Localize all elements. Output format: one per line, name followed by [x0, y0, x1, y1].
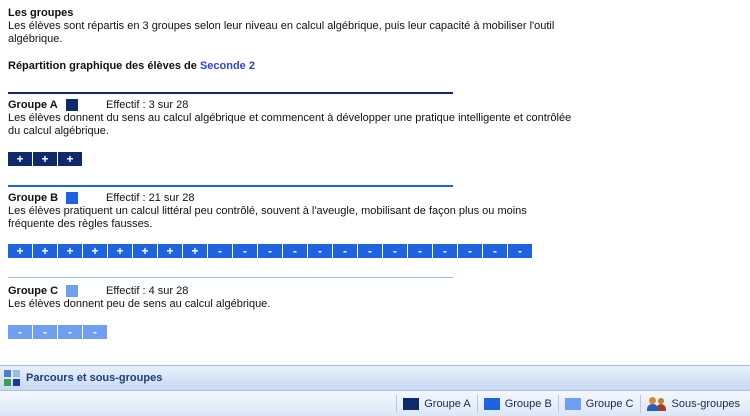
group-b-token-9: - — [208, 244, 233, 258]
groups-icon — [4, 370, 20, 386]
group-b-tokens — [8, 244, 533, 258]
group-b-token-12: - — [283, 244, 308, 258]
groupe-c-label: Groupe C — [585, 397, 634, 410]
group-a-color-swatch — [66, 99, 78, 111]
repartition-heading — [8, 60, 255, 72]
group-b-token-5: + — [108, 244, 133, 258]
panel-title: Parcours et sous-groupes — [26, 372, 163, 384]
group-b-token-21: - — [508, 244, 533, 258]
group-b-token-15: - — [358, 244, 383, 258]
bottom-toolbar — [0, 391, 750, 416]
group-c-effectif: Effectif : 4 sur 28 — [106, 285, 189, 297]
group-b-token-11: - — [258, 244, 283, 258]
group-b-token-13: - — [308, 244, 333, 258]
group-a-token-2: + — [33, 152, 58, 166]
groupe-a-swatch — [403, 398, 419, 410]
group-b-token-3: + — [58, 244, 83, 258]
toolbar-groupe-b-button[interactable] — [477, 395, 558, 413]
group-a-rule — [8, 92, 453, 94]
group-b-token-17: - — [408, 244, 433, 258]
toolbar-groupe-c-button[interactable] — [558, 395, 640, 413]
group-c-token-1: - — [8, 325, 33, 339]
group-b-rule — [8, 185, 453, 187]
groupe-c-swatch — [565, 398, 581, 410]
group-a-token-1: + — [8, 152, 33, 166]
group-b-token-4: + — [83, 244, 108, 258]
group-c-description: Les élèves donnent peu de sens au calcul algébrique. — [8, 298, 271, 310]
group-b-token-10: - — [233, 244, 258, 258]
toolbar-sous-groupes-button[interactable] — [640, 395, 750, 413]
group-b-token-20: - — [483, 244, 508, 258]
group-c-header — [8, 284, 188, 298]
group-a-name: Groupe A — [8, 99, 58, 111]
group-c-token-3: - — [58, 325, 83, 339]
group-c-token-4: - — [83, 325, 108, 339]
group-a-tokens — [8, 152, 83, 166]
group-b-token-18: - — [433, 244, 458, 258]
group-b-token-14: - — [333, 244, 358, 258]
groupe-b-label: Groupe B — [504, 397, 552, 410]
group-b-token-7: + — [158, 244, 183, 258]
group-b-token-8: + — [183, 244, 208, 258]
groupe-a-label: Groupe A — [424, 397, 471, 410]
group-c-token-2: - — [33, 325, 58, 339]
group-a-description: Les élèves donnent du sens au calcul algébrique et commencent à développer une pratique intelligente et contrôlée du calcul algébrique. — [8, 112, 572, 137]
section-description: Les élèves sont répartis en 3 groupes selon leur niveau en calcul algébrique, puis leur capacité à mobiliser l'outil algébrique. — [8, 20, 555, 45]
group-c-rule — [8, 277, 453, 278]
group-a-header — [8, 98, 188, 112]
group-b-token-19: - — [458, 244, 483, 258]
group-b-token-1: + — [8, 244, 33, 258]
toolbar-groupe-a-button[interactable] — [396, 395, 476, 413]
section-title: Les groupes — [8, 7, 74, 19]
parcours-panel-header[interactable] — [0, 365, 750, 391]
people-icon — [647, 397, 667, 411]
groupe-b-swatch — [484, 398, 500, 410]
group-b-color-swatch — [66, 192, 78, 204]
group-a-effectif: Effectif : 3 sur 28 — [106, 99, 189, 111]
group-b-token-2: + — [33, 244, 58, 258]
repartition-label: Répartition graphique des élèves de — [8, 60, 197, 72]
group-b-token-16: - — [383, 244, 408, 258]
group-b-effectif: Effectif : 21 sur 28 — [106, 192, 195, 204]
sous-groupes-label: Sous-groupes — [671, 397, 740, 410]
class-name: Seconde 2 — [199, 60, 255, 72]
group-b-name: Groupe B — [8, 192, 59, 204]
group-c-color-swatch — [66, 285, 78, 297]
group-a-token-3: + — [58, 152, 83, 166]
group-c-name: Groupe C — [8, 285, 59, 297]
group-c-tokens — [8, 325, 108, 339]
group-b-token-6: + — [133, 244, 158, 258]
group-b-header — [8, 191, 194, 205]
group-b-description: Les élèves pratiquent un calcul littéral peu contrôlé, souvent à l'aveugle, mobilisant de façon plus ou moins fréquente des règles fausses. — [8, 205, 527, 230]
